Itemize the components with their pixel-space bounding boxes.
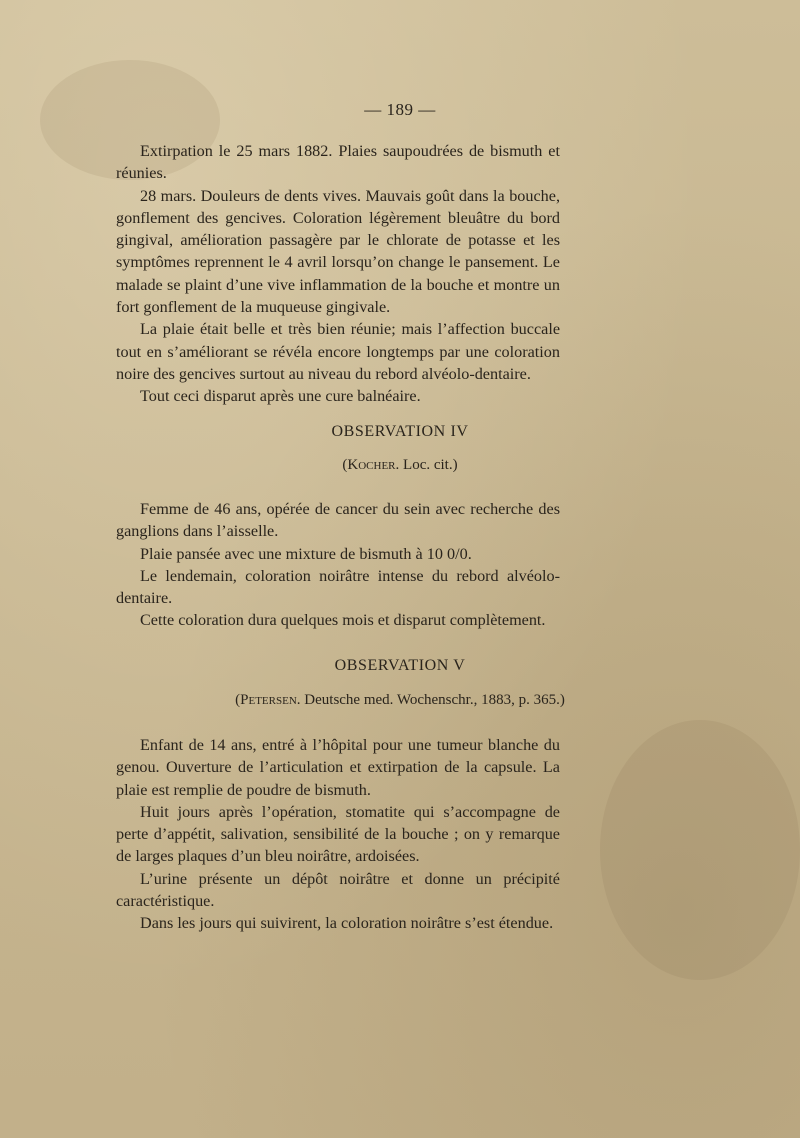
paragraph: L’urine présente un dépôt noirâtre et donne un précipité caractéristique. [116,869,560,911]
citation-author: Petersen [240,692,297,708]
opening-section [116,140,560,408]
observation-4-title: OBSERVATION IV [331,423,469,440]
citation-open: ( [342,457,348,473]
paragraph: Dans les jours qui suivirent, la coloration noirâtre s’est étendue. [140,914,554,933]
paragraph: Plaie pansée avec une mixture de bismuth à 10 0/0. [140,544,472,563]
paragraph: La plaie était belle et très bien réunie; mais l’affection buccale tout en s’améliorant se révéla encore longtemps par une coloration noire des gencives surtout au niveau du rebord alvéolo-dentaire. [116,320,560,383]
citation-open: ( [235,692,241,708]
paragraph: Enfant de 14 ans, entré à l’hôpital pour une tumeur blanche du genou. Ouverture de l’articulation et extirpation de la capsule. La plaie est remplie de poudre de bismuth. [116,736,560,799]
observation-5-body [116,734,560,935]
paragraph: Huit jours après l’opération, stomatite qui s’accompagne de perte d’appétit, salivation, sensibilité de la bouche ; on y remarque de larges plaques d’un bleu noirâtre, ardoisées. [116,802,560,866]
citation-source: . Deutsche med. Wochenschr., 1883, p. 365.) [296,692,565,708]
paragraph: Extirpation le 25 mars 1882. Plaies saupoudrées de bismuth et réunies. [116,142,560,183]
page-number: — 189 — [364,100,436,119]
paragraph: Femme de 46 ans, opérée de cancer du sein avec recherche des ganglions dans l’aisselle. [116,500,560,541]
paragraph: Tout ceci disparut après une cure balnéaire. [140,387,421,406]
citation-author: Kocher [347,457,396,473]
paragraph: Le lendemain, coloration noirâtre intense du rebord alvéolo-dentaire. [116,566,560,608]
paragraph: Cette coloration dura quelques mois et disparut complètement. [140,611,546,630]
paragraph: 28 mars. Douleurs de dents vives. Mauvais goût dans la bouche, gonflement des gencives. Coloration légèrement bleuâtre du bord gingival, amélioration passagère par le chlorate de potasse et les symptômes reprennent le 4 avril lorsqu’on change le pansement. Le malade se plaint d’une vive inflammation de la bouche et montre un fort gonflement de la muqueuse gingivale. [116,186,560,317]
observation-4-citation [0,457,800,474]
citation-source: . Loc. cit.) [395,457,458,473]
observation-5-citation [0,692,800,709]
observation-5-title: OBSERVATION V [334,657,466,674]
paper-stain [600,720,800,980]
observation-4-body [116,498,560,632]
